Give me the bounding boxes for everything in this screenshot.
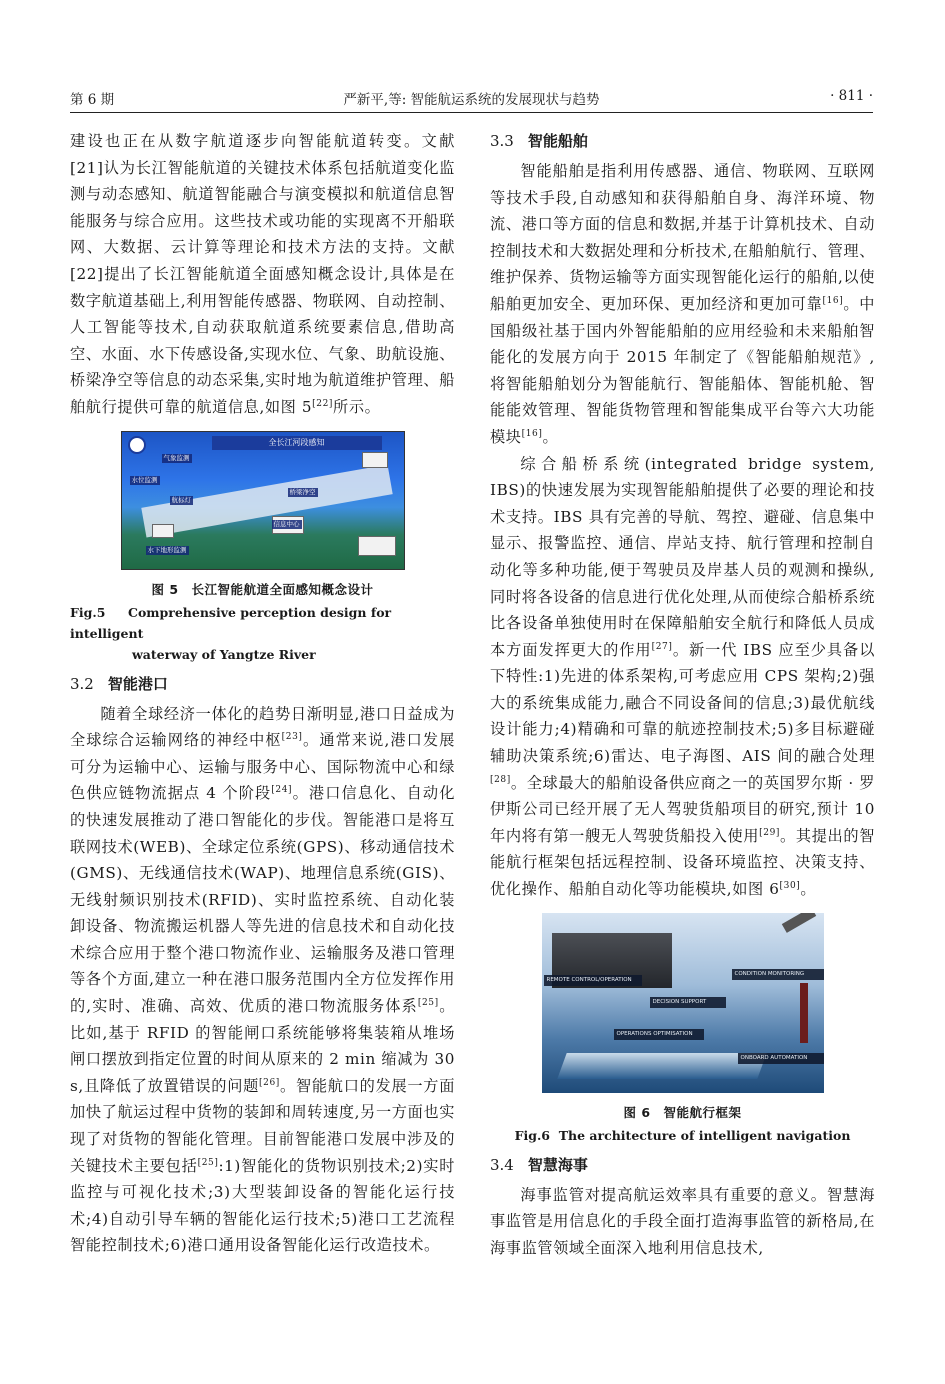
citation[interactable]: [25] <box>197 1157 219 1168</box>
ship-shape <box>557 1053 766 1079</box>
panel-operations-optimisation: OPERATIONS OPTIMISATION <box>614 1029 704 1040</box>
citation[interactable]: [30] <box>779 880 801 891</box>
satellite-icon <box>781 913 815 933</box>
left-column <box>70 128 455 1259</box>
citation[interactable]: [27] <box>651 641 673 652</box>
crane-shape <box>800 983 808 1043</box>
paragraph-smart-port: 随着全球经济一体化的趋势日渐明显,港口日益成为全球综合运输网络的神经中枢[23]。通常来说,港口发展可分为运输中心、运输与服务中心、国际物流中心和绿色供应链物流据点 4 个阶段[24]。港口信息化、自动化的快速发展推动了港口智能化的步伐。智能港口是将互联网技术(WEB)、全球定位系统(GPS)、移动通信技术(GMS)、无线通信技术(WAP)、地理信息系统(GIS)、无线射频识别技术(RFID)、实时监控系统、自动化装卸设备、物流搬运机器人等先进的信息技术和自动化技术综合应用于整个港口物流作业、运输服务及港口管理等各个方面,建立一种在港口服务范围内全方位发挥作用的,实时、准确、高效、优质的港口物流服务体系[25]。比如,基于 RFID 的智能闸口系统能够将集装箱从堆场闸口摆放到指定位置的时间从原来的 2 min 缩减为 30 s,且降低了放置错误的问题[26]。智能航口的发展一方面加快了航运过程中货物的装卸和周转速度,另一方面也实现了对货物的智能化管理。目前智能港口发展中涉及的关键技术主要包括[25]:1)智能化的货物识别技术;2)实时监控与可视化技术;3)大型装卸设备的智能化运行技术;4)自动引导车辆的智能化运行技术;5)港口工艺流程智能控制技术;6)港口通用设备智能化运行改造技术。 <box>70 704 456 1255</box>
paragraph-smart-ship: 智能船舶是指利用传感器、通信、物联网、互联网等技术手段,自动感知和获得船舶自身、海洋环境、物流、港口等方面的信息和数据,并基于计算机技术、自动控制技术和大数据处理和分析技术,在船舶航行、管理、维护保养、货物运输等方面实现智能化运行的船舶,以使船舶更加安全、更加环保、更加经济和更加可靠[16]。中国船级社基于国内外智能船舶的应用经验和未来船舶智能化的发展方向于 2015 年制定了《智能船舶规范》,将智能船舶划分为智能航行、智能船体、智能机舱、智能能效管理、智能货物管理和智能集成平台等六大功能模块[16]。 <box>490 162 875 446</box>
citation[interactable]: [16] <box>521 428 543 439</box>
citation[interactable]: [26] <box>259 1077 280 1088</box>
building-shape <box>358 536 396 556</box>
citation[interactable]: [24] <box>271 785 293 796</box>
section-heading-3-3: 3.3 智能船舶 <box>490 132 588 150</box>
building-shape <box>152 524 174 538</box>
citation[interactable]: [16] <box>822 295 844 306</box>
building-shape <box>362 452 388 468</box>
paragraph-smart-maritime: 海事监管对提高航运效率具有重要的意义。智慧海事监管是用信息化的手段全面打造海事监管的新格局,在海事监管领域全面深入地利用信息技术, <box>490 1185 875 1257</box>
panel-onboard-automation: ONBOARD AUTOMATION <box>738 1053 824 1064</box>
panel-remote-control: REMOTE CONTROL/OPERATION <box>544 975 642 986</box>
figure-6-image <box>542 913 824 1093</box>
citation[interactable]: [28] <box>490 774 511 785</box>
figure-5-caption-cn: 图 5 长江智能航道全面感知概念设计 <box>151 581 374 597</box>
figure-6 <box>490 913 875 1146</box>
figure-5-label: 信息中心 <box>273 519 300 528</box>
figure-5-banner: 全长江河段感知 <box>212 436 382 450</box>
right-column <box>490 128 875 1261</box>
figure-6-caption-en: Fig.6 The architecture of intelligent navigation <box>514 1127 851 1143</box>
section-heading-3-2: 3.2 智能港口 <box>70 674 168 693</box>
section-heading-3-4: 3.4 智慧海事 <box>490 1155 588 1174</box>
citation[interactable]: [29] <box>759 827 781 838</box>
figure-5-image <box>121 431 405 570</box>
figure-5-label: 水位监测 <box>131 475 158 484</box>
figure-5-label: 水下地形监测 <box>147 545 187 554</box>
figure-5-label: 气象监测 <box>163 453 190 462</box>
figure-6-caption-cn: 图 6 智能航行框架 <box>623 1104 742 1120</box>
figure-5-label: 桥梁净空 <box>289 487 316 496</box>
citation[interactable]: [23] <box>281 732 303 743</box>
page-number: · 811 · <box>830 88 873 104</box>
figure-5 <box>70 431 455 665</box>
panel-condition-monitoring: CONDITION MONITORING <box>732 969 824 980</box>
logo-icon <box>128 436 146 454</box>
figure-5-caption-en: Fig.5 Comprehensive perception design for intelligent waterway of Yangtze River <box>70 604 392 662</box>
panel-decision-support: DECISION SUPPORT <box>650 997 726 1008</box>
page-header <box>70 86 873 113</box>
figure-5-label: 航标灯 <box>171 495 191 504</box>
citation[interactable]: [25] <box>417 998 439 1008</box>
issue-number: 第 6 期 <box>70 92 115 108</box>
running-title: 严新平,等: 智能航运系统的发展现状与趋势 <box>343 92 600 108</box>
paragraph-ibs: 综合船桥系统(integrated bridge system, IBS)的快速发展为实现智能船舶提供了必要的理论和技术支持。IBS 具有完善的导航、驾控、避碰、信息集中显示、报警监控、通信、岸站支持、航行管理和控制自动化等多种功能,便于驾驶员及岸基人员的观测和操纵,同时将各设备的信息进行优化处理,从而使综合船桥系统比各设备单独使用时在保障船舶安全航行和降低人员成本方面发挥更大的作用[27]。新一代 IBS 应至少具备以下特性:1)先进的体系架构,可考虑应用 CPS 架构;2)强大的系统集成能力,融合不同设备间的信息;3)最优航线设计能力;4)精确和可靠的航迹控制技术;5)多目标避碰辅助决策系统;6)雷达、电子海图、AIS 间的融合处理[28]。全球最大的船舶设备供应商之一的英国罗尔斯 · 罗伊斯公司已经开展了无人驾驶货船项目的研究,预计 10 年内将有第一艘无人驾驶货船投入使用[29]。其提出的智能航行框架包括远程控制、设备环境监控、决策支持、优化操作、船舶自动化等功能模块,如图 6[30]。 <box>490 454 876 899</box>
paragraph-waterway: 建设也正在从数字航道逐步向智能航道转变。文献 [21]认为长江智能航道的关键技术体系包括航道变化监测与动态感知、航道智能融合与演变模拟和航道信息智能服务与综合应用。这些技术或功能的实现离不开船联网、大数据、云计算等理论和技术方法的支持。文献[22]提出了长江智能航道全面感知概念设计,具体是在数字航道基础上,利用智能传感器、物联网、自动控制、人工智能等技术,自动获取航道系统要素信息,借助高空、水面、水下传感设备,实现水位、气象、助航设施、桥梁净空等信息的动态采集,实时地为航道维护管理、船舶航行提供可靠的航道信息,如图 5[22]所示。 <box>70 132 455 416</box>
citation[interactable]: [22] <box>312 398 334 409</box>
